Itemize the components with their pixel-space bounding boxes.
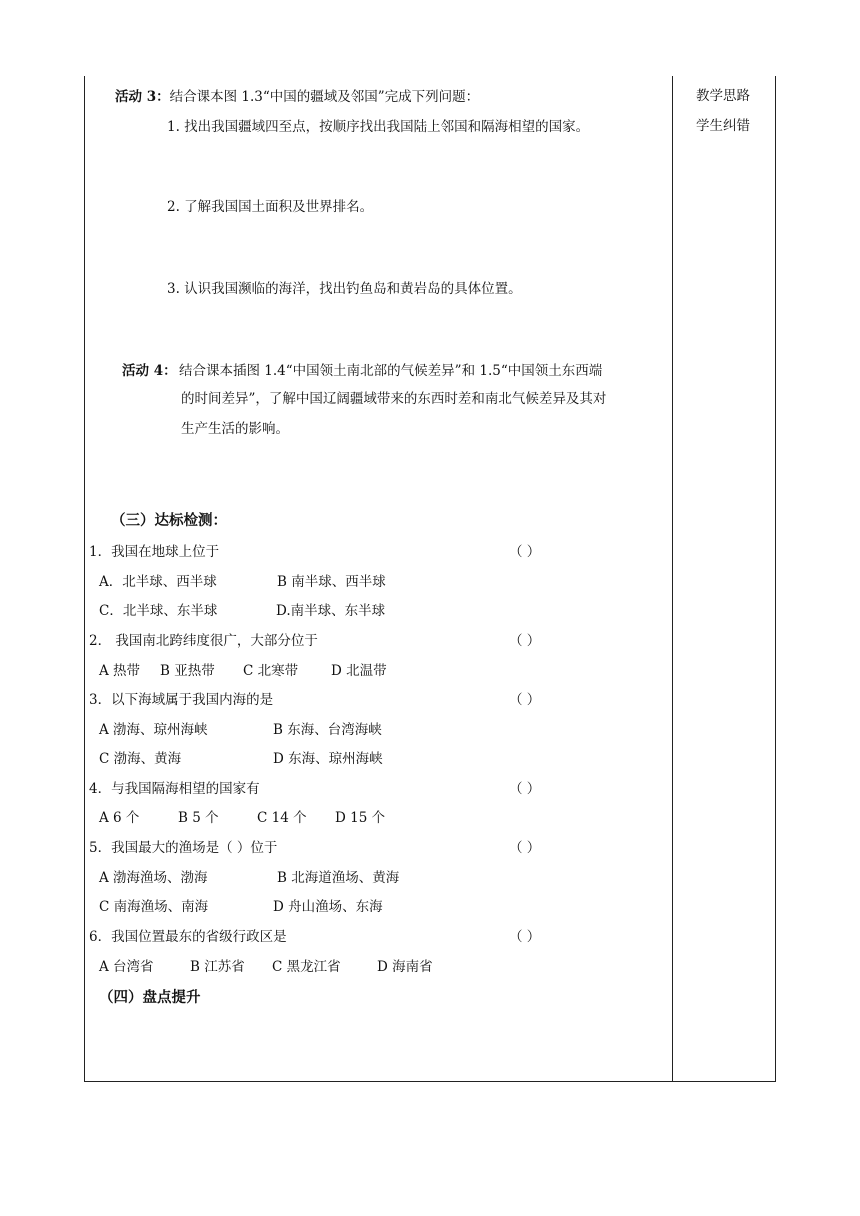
question-5-option-c: C 南海渔场、南海	[99, 899, 209, 915]
question-4-option-a: A 6 个	[99, 810, 140, 826]
question-2-option-c: C 北寒带	[243, 663, 299, 679]
activity3-text: 结合课本图 1.3“中国的疆域及邻国”完成下列问题：	[169, 89, 480, 105]
question-2-option-b: B 亚热带	[160, 663, 215, 679]
section4-title: （四）盘点提升	[99, 989, 201, 1006]
question-6-option-c: C 黑龙江省	[272, 959, 341, 975]
activity3-item-3: 3. 认识我国濒临的海洋，找出钓鱼岛和黄岩岛的具体位置。	[167, 281, 522, 297]
question-5-stem: 5．我国最大的渔场是（ ）位于	[89, 840, 278, 856]
question-3-option-d: D 东海、琼州海峡	[273, 751, 383, 767]
question-3-option-b: B 东海、台湾海峡	[273, 722, 382, 738]
question-1-option-d: D.南半球、东半球	[276, 603, 386, 619]
activity4-label: 活动 4：	[122, 363, 177, 379]
question-4-bracket: （ ）	[509, 781, 541, 797]
question-1-option-c: C．北半球、东半球	[99, 603, 218, 619]
question-6-stem: 6．我国位置最东的省级行政区是	[89, 929, 287, 945]
question-2-stem: 2． 我国南北跨纬度很广，大部分位于	[89, 633, 318, 649]
question-1-option-a: A．北半球、西半球	[99, 574, 217, 590]
question-2-option-d: D 北温带	[331, 663, 387, 679]
question-2-option-a: A 热带	[99, 663, 141, 679]
section3-title: （三）达标检测：	[111, 512, 227, 529]
question-6-option-b: B 江苏省	[190, 959, 245, 975]
question-3-bracket: （ ）	[509, 692, 541, 708]
worksheet-table	[84, 76, 776, 1082]
question-3-option-a: A 渤海、琼州海峡	[99, 722, 208, 738]
column-divider	[672, 76, 673, 1081]
activity4-line-2: 的时间差异”，了解中国辽阔疆域带来的东西时差和南北气候差异及其对	[181, 391, 607, 407]
question-5-option-b: B 北海道渔场、黄海	[277, 870, 400, 886]
question-4-option-c: C 14 个	[257, 810, 307, 826]
question-5-option-d: D 舟山渔场、东海	[273, 899, 383, 915]
activity4-line-1: 结合课本插图 1.4“中国领土南北部的气候差异”和 1.5“中国领土东西端	[179, 363, 603, 379]
question-3-stem: 3．以下海域属于我国内海的是	[89, 692, 274, 708]
question-2-bracket: （ ）	[509, 633, 541, 649]
side-note-student-correction: 学生纠错	[696, 118, 750, 134]
question-6-option-a: A 台湾省	[99, 959, 154, 975]
activity3-item-1: 1. 找出我国疆域四至点，按顺序找出我国陆上邻国和隔海相望的国家。	[167, 119, 590, 135]
activity3-heading	[115, 85, 479, 105]
activity3-label: 活动 3：	[115, 89, 170, 105]
activity3-item-2: 2. 了解我国国土面积及世界排名。	[167, 199, 374, 215]
question-1-option-b: B 南半球、西半球	[277, 574, 386, 590]
activity4-line-3: 生产生活的影响。	[181, 421, 289, 437]
question-4-option-b: B 5 个	[178, 810, 219, 826]
question-5-option-a: A 渤海渔场、渤海	[99, 870, 208, 886]
question-4-option-d: D 15 个	[335, 810, 386, 826]
question-6-bracket: （ ）	[509, 929, 541, 945]
question-1-stem: 1．我国在地球上位于	[89, 544, 220, 560]
question-6-option-d: D 海南省	[377, 959, 433, 975]
question-4-stem: 4．与我国隔海相望的国家有	[89, 781, 260, 797]
side-note-teaching-idea: 教学思路	[696, 88, 750, 104]
question-1-bracket: （ ）	[509, 544, 541, 560]
question-5-bracket: （ ）	[509, 840, 541, 856]
question-3-option-c: C 渤海、黄海	[99, 751, 182, 767]
